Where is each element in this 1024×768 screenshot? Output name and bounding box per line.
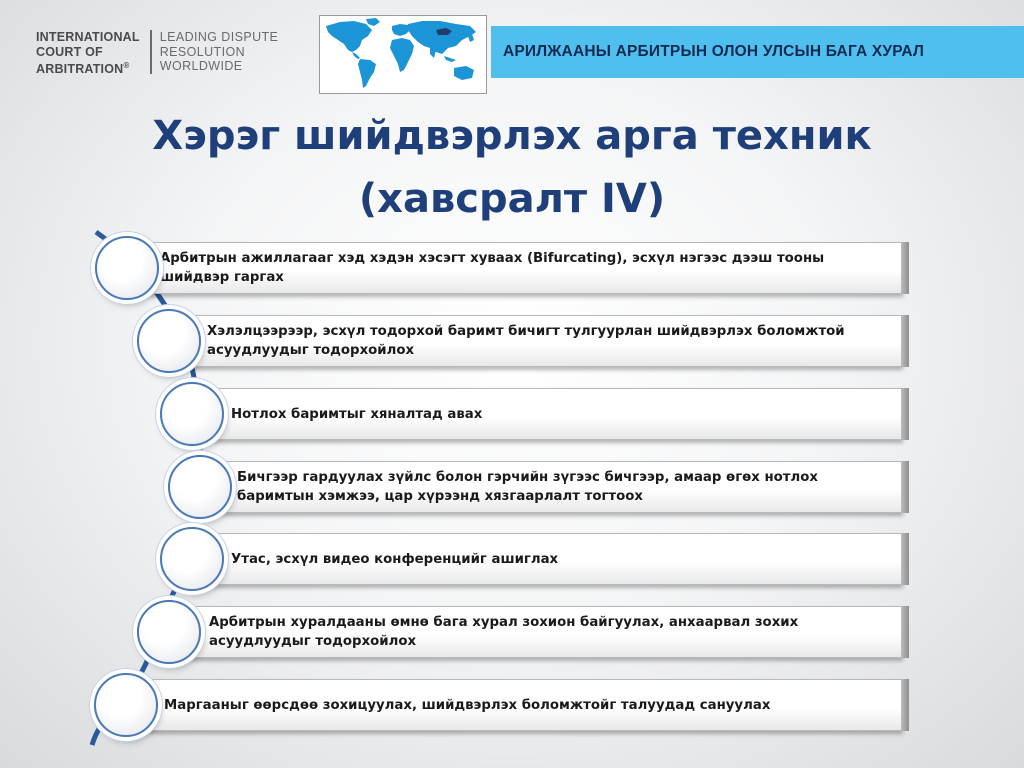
logo-tagline-block xyxy=(160,30,279,74)
bullet-circle-7 xyxy=(94,673,158,737)
list-item-bar xyxy=(195,388,901,440)
bullet-circle-1 xyxy=(95,236,159,300)
list-item-cap xyxy=(901,679,909,731)
slide-title xyxy=(0,105,1024,231)
tagline-line-1: LEADING DISPUTE xyxy=(159,30,279,44)
logo-line-1: INTERNATIONAL xyxy=(36,30,140,44)
list-item-bar xyxy=(125,679,901,731)
list-item-7 xyxy=(125,679,901,731)
conference-banner xyxy=(491,26,1024,78)
list-item-text: Хэлэлцээрээр, эсхүл тодорхой баримт бичигт тулгуурлан шийдвэрлэх боломжтой асуудлуудыг тодорхойлох xyxy=(207,324,845,358)
logo-name-block xyxy=(36,30,140,77)
logo-divider xyxy=(150,30,152,74)
list-item-5 xyxy=(195,533,901,585)
list-item-bar xyxy=(170,606,901,658)
list-item-text: Утас, эсхүл видео конференцийг ашиглах xyxy=(231,551,559,567)
list-item-text: Маргааныг өөрсдөө зохицуулах, шийдвэрлэх боломжтойг талуудад сануулах xyxy=(164,697,771,713)
list-item-text: Арбитрын хуралдааны өмнө бага хурал зохион байгуулах, анхаарвал зохих асуудлуудыг тодорхойлох xyxy=(209,615,799,649)
logo-line-2: COURT OF xyxy=(36,44,103,59)
list-item-2 xyxy=(170,315,901,367)
list-item-cap xyxy=(901,461,909,513)
list-item-bar xyxy=(195,533,901,585)
list-item-cap xyxy=(901,533,909,585)
list-item-6 xyxy=(170,606,901,658)
list-item-bar xyxy=(125,242,901,294)
icc-logo xyxy=(36,30,278,77)
world-map-image xyxy=(319,15,487,94)
bullet-circle-6 xyxy=(137,600,201,664)
registered-mark: ® xyxy=(123,61,130,70)
list-item-bar xyxy=(170,315,901,367)
list-item-cap xyxy=(901,606,909,658)
list-item-cap xyxy=(901,388,909,440)
list-item-bar xyxy=(200,461,901,513)
logo-line-3: ARBITRATION xyxy=(36,62,124,77)
list-item-cap xyxy=(901,315,909,367)
list-item-1 xyxy=(125,242,901,294)
list-item-cap xyxy=(901,242,909,294)
slide-title-line-1: Хэрэг шийдвэрлэх арга техник xyxy=(152,113,872,159)
list-item-text: Нотлох баримтыг хяналтад авах xyxy=(231,406,483,422)
list-item-4 xyxy=(200,461,901,513)
world-map-icon xyxy=(320,16,486,93)
bullet-circle-3 xyxy=(160,382,224,446)
bullet-circle-5 xyxy=(160,527,224,591)
bullet-circle-4 xyxy=(168,455,232,519)
tagline-line-2: RESOLUTION xyxy=(159,44,246,59)
banner-text: АРИЛЖААНЫ АРБИТРЫН ОЛОН УЛСЫН БАГА ХУРАЛ xyxy=(503,43,925,60)
tagline-line-3: WORLDWIDE xyxy=(159,59,243,73)
bullet-circle-2 xyxy=(137,309,201,373)
list-item-text: Бичгээр гардуулах зүйлс болон гэрчийн зүгээс бичгээр, амаар өгөх нотлох баримтын хэмжээ, цар хүрээнд хязгаарлалт тогтоох xyxy=(237,470,818,504)
slide-title-line-2: (хавсралт IV) xyxy=(358,176,666,222)
list-item-3 xyxy=(195,388,901,440)
list-item-text: Арбитрын ажиллагааг хэд хэдэн хэсэгт хуваах (Bifurcating), эсхүл нэгээс дээш тооны шийдвэр гаргах xyxy=(160,251,825,285)
